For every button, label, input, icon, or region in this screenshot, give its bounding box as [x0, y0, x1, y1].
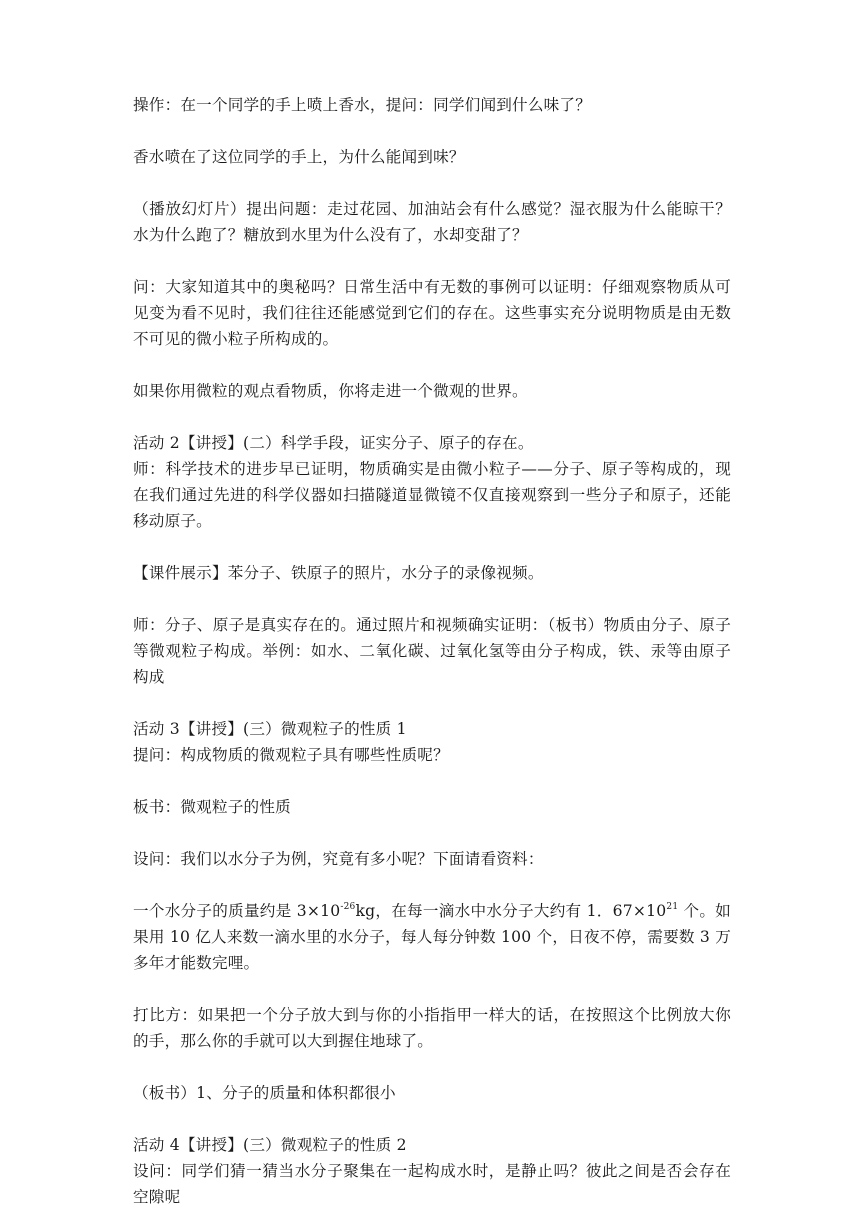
paragraph-blackboard-properties: 板书：微观粒子的性质 [133, 798, 291, 816]
paragraph-courseware-display: 【课件展示】苯分子、铁原子的照片，水分子的录像视频。 [133, 564, 544, 582]
paragraph-water-molecule-question: 设问：我们以水分子为例，究竟有多小呢？下面请看资料： [133, 850, 544, 868]
document-page [133, 92, 731, 1210]
paragraph-operation: 操作：在一个同学的手上喷上香水，提问：同学们闻到什么味了？ [133, 96, 592, 114]
activity-4-heading: 活动 4【讲授】(三）微观粒子的性质 2 [133, 1136, 407, 1154]
activity-3-heading: 活动 3【讲授】(三）微观粒子的性质 1 [133, 720, 407, 738]
water-mass-text: 一个水分子的质量约是 3×10 [133, 902, 341, 920]
count-exponent: 21 [666, 902, 679, 912]
paragraph-teacher-molecules: 师：分子、原子是真实存在的。通过照片和视频确实证明：（板书）物质由分子、原子等微观粒子构成。举例：如水、二氧化碳、过氧化氢等由分子构成，铁、汞等由原子构成 [133, 616, 731, 686]
paragraph-micro-world: 如果你用微粒的观点看物质，你将走进一个微观的世界。 [133, 382, 528, 400]
paragraph-slideshow-questions: （播放幻灯片）提出问题：走过花园、加油站会有什么感觉？湿衣服为什么能晾干？水为什么跑了？糖放到水里为什么没有了，水却变甜了？ [133, 200, 731, 244]
paragraph-analogy: 打比方：如果把一个分子放大到与你的小指指甲一样大的话，在按照这个比例放大你的手，那么你的手就可以大到握住地球了。 [133, 1006, 731, 1050]
mass-exponent: -26 [340, 902, 356, 912]
paragraph-guess-question: 设问：同学们猜一猜当水分子聚集在一起构成水时，是静止吗？彼此之间是否会存在空隙呢 [133, 1162, 731, 1206]
paragraph-perfume-question: 香水喷在了这位同学的手上，为什么能闻到味？ [133, 148, 465, 166]
counting-text: 个。如果用 10 亿人来数一滴水里的水分子，每人每分钟数 100 个，日夜不停，需要数 3 万多年才能数完哩。 [133, 902, 731, 972]
activity-2-heading: 活动 2【讲授】(二）科学手段，证实分子、原子的存在。 [133, 434, 534, 452]
water-count-text: kg，在每一滴水中水分子大约有 1．67×10 [355, 902, 667, 920]
paragraph-water-molecule-data [133, 898, 731, 976]
paragraph-question-properties: 提问：构成物质的微观粒子具有哪些性质呢？ [133, 746, 449, 764]
paragraph-teacher-science: 师：科学技术的进步早已证明，物质确实是由微小粒子——分子、原子等构成的，现在我们通过先进的科学仪器如扫描隧道显微镜不仅直接观察到一些分子和原子，还能移动原子。 [133, 460, 731, 530]
paragraph-mystery-explanation: 问：大家知道其中的奥秘吗？日常生活中有无数的事例可以证明：仔细观察物质从可见变为看不见时，我们往往还能感觉到它们的存在。这些事实充分说明物质是由无数不可见的微小粒子所构成的。 [133, 278, 731, 348]
paragraph-blackboard-small: （板书）1、分子的质量和体积都很小 [133, 1084, 396, 1102]
